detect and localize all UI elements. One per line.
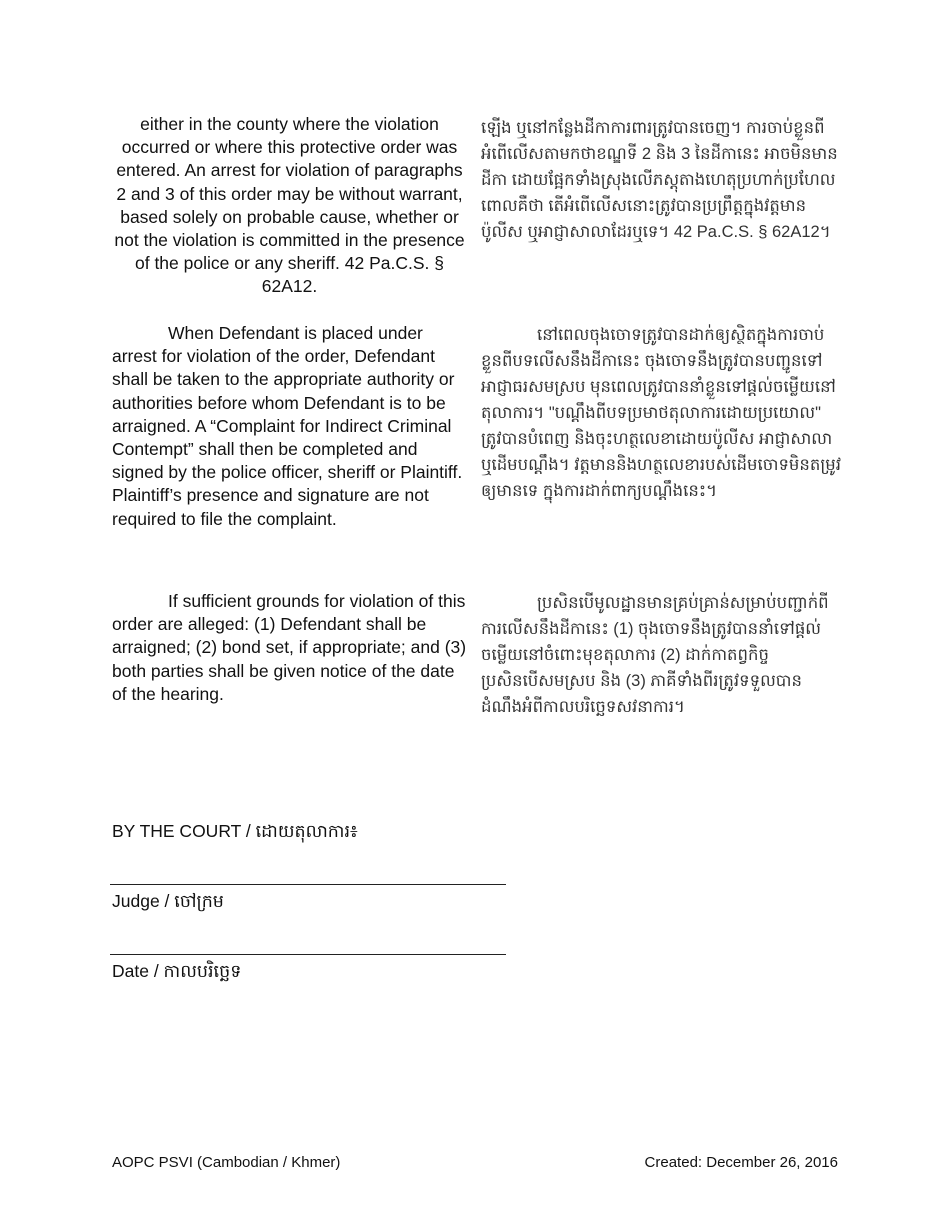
paragraph-arrest-location-km: ឡើង ឬនៅកន្លែងដីកាការពារត្រូវបានចេញ។ ការចាប់ខ្លួនពីអំពើលើសតាមកថាខណ្ឌទី 2 និង 3 នៃដីកានេះ អាចមិនមានដីកា ដោយផ្អែកទាំងស្រុងលើភស្តុតាងហេតុប្រហាក់ប្រហែល ពោលគឺថា តើអំពើលើសនោះត្រូវបានប្រព្រឹត្តក្នុងវត្តមានប៉ូលីស ឬអាជ្ញាសាលាដែរឬទេ។ 42 Pa.C.S. § 62A12។	[481, 119, 838, 241]
footer-created-date: Created: December 26, 2016	[644, 1154, 838, 1171]
date-label: Date / កាលបរិច្ឆេទ	[112, 961, 242, 981]
judge-signature-line	[110, 884, 506, 885]
judge-label: Judge / ចៅក្រម	[112, 891, 224, 911]
paragraph-arraignment-km: នៅពេលចុងចោទត្រូវបានដាក់ឲ្យស្ថិតក្នុងការចាប់ខ្លួនពីបទលើសនឹងដីកានេះ ចុងចោទនឹងត្រូវបានបញ្ជូនទៅអាជ្ញាធរសមស្រប មុនពេលត្រូវបាននាំខ្លួនទៅផ្តល់ចម្លើយនៅតុលាការ។ "បណ្តឹងពីបទប្រមាថតុលាការដោយប្រយោល" ត្រូវបានបំពេញ និងចុះហត្ថលេខាដោយប៉ូលីស អាជ្ញាសាលា ឬដើមបណ្តឹង។ វត្តមាននិងហត្ថលេខារបស់ដើមចោទមិនតម្រូវឲ្យមានទេ ក្នុងការដាក់ពាក្យបណ្តឹងនេះ។	[481, 326, 841, 500]
paragraph-arraignment-en: When Defendant is placed under arrest for violation of the order, Defendant shall be taken to the appropriate authority or authorities before whom Defendant is to be arraigned. A “Complaint for Indirect Criminal Contempt” shall then be completed and signed by the police officer, sheriff or Plaintiff. Plaintiff’s presence and signature are not required to file the complaint.	[112, 323, 463, 529]
paragraph-arrest-location-en: either in the county where the violation occurred or where this protective order was entered. An arrest for violation of paragraphs 2 and 3 of this order may be without warrant, based solely on probable cause, whether or not the violation is committed in the presence of the police or any sheriff. 42 Pa.C.S. § 62A12.	[114, 114, 465, 297]
footer-form-id: AOPC PSVI (Cambodian / Khmer)	[112, 1154, 341, 1171]
paragraph-grounds-en: If sufficient grounds for violation of this order are alleged: (1) Defendant shall be arraigned; (2) bond set, if appropriate; and (3) both parties shall be given notice of the date of the hearing.	[112, 591, 467, 704]
date-signature-line	[110, 954, 506, 955]
by-the-court-label: BY THE COURT / ដោយតុលាការ៖	[112, 821, 358, 841]
paragraph-grounds-km: ប្រសិនបើមូលដ្ឋានមានគ្រប់គ្រាន់សម្រាប់បញ្ជាក់ពីការលើសនឹងដីកានេះ (1) ចុងចោទនឹងត្រូវបាននាំទៅផ្តល់ចម្លើយនៅចំពោះមុខតុលាការ (2) ដាក់កាតព្វកិច្ច ប្រសិនបើសមស្រប និង (3) ភាគីទាំងពីរត្រូវទទួលបានដំណឹងអំពីកាលបរិច្ឆេទសវនាការ។	[481, 594, 829, 716]
